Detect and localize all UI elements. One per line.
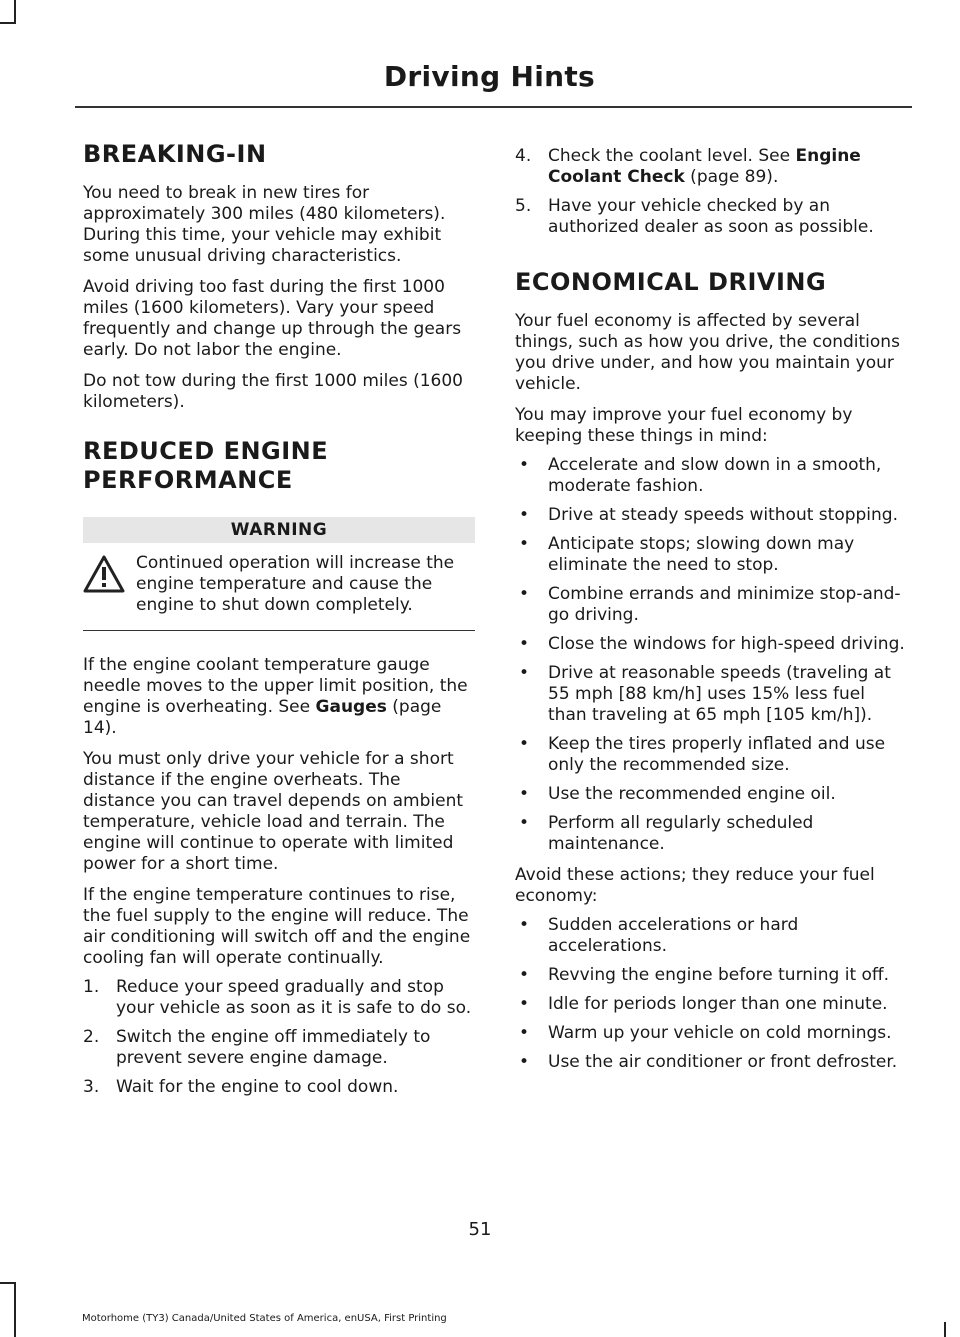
bullet-icon: •: [519, 505, 530, 525]
footer-text: Motorhome (TY3) Canada/United States of America, enUSA, First Printing: [82, 1313, 447, 1324]
bullet-icon: •: [519, 784, 530, 804]
warning-triangle-icon: [83, 555, 125, 593]
overheating-paragraph: If the engine coolant temperature gauge needle moves to the upper limit position, the engine is overheating. See Gauges (page 14).: [83, 655, 468, 738]
bullet-icon: •: [519, 634, 530, 654]
left-column: [83, 140, 475, 1098]
list-item-text: Keep the tires properly inflated and use only the recommended size.: [548, 734, 886, 775]
step-item: 1. Reduce your speed gradually and stop your vehicle as soon as it is safe to do so.: [83, 977, 472, 1018]
breaking-in-paragraph-1: You need to break in new tires for approximately 300 miles (480 kilometers). During this time, your vehicle may exhibit some unusual driving characteristics.: [83, 183, 446, 266]
heading-economical-driving: ECONOMICAL DRIVING: [515, 268, 827, 296]
crop-mark-bottom-left-h: [0, 1282, 16, 1284]
step-item: 2. Switch the engine off immediately to prevent severe engine damage.: [83, 1027, 431, 1068]
list-item-text: Combine errands and minimize stop-and-go driving.: [548, 584, 901, 625]
list-item-text: Warm up your vehicle on cold mornings.: [548, 1023, 892, 1043]
list-item: [515, 915, 907, 957]
list-item: [515, 455, 907, 497]
breaking-in-paragraph-3: Do not tow during the first 1000 miles (1600 kilometers).: [83, 371, 463, 412]
bullet-icon: •: [519, 663, 530, 683]
bullet-icon: •: [519, 534, 530, 554]
bullet-icon: •: [519, 1052, 530, 1072]
economy-paragraph-2: You may improve your fuel economy by keeping these things in mind:: [515, 405, 853, 446]
bullet-icon: •: [519, 813, 530, 833]
right-column: [515, 142, 907, 1073]
list-item-text: Anticipate stops; slowing down may eliminate the need to stop.: [548, 534, 855, 575]
bullet-icon: •: [519, 1023, 530, 1043]
list-item-text: Drive at steady speeds without stopping.: [548, 505, 898, 525]
bullet-icon: •: [519, 734, 530, 754]
step-item: 4. Check the coolant level. See Engine Coolant Check (page 89).: [515, 146, 861, 187]
crop-mark-bottom-left: [14, 1282, 16, 1337]
list-item: [515, 584, 907, 626]
crop-mark-top-left: [14, 0, 16, 22]
bullet-icon: •: [519, 965, 530, 985]
warning-box: [83, 543, 475, 631]
engine-coolant-check-link[interactable]: Engine Coolant Check: [548, 146, 861, 187]
list-item: [515, 1052, 907, 1073]
avoid-actions-paragraph: Avoid these actions; they reduce your fuel economy:: [515, 865, 875, 906]
page-number: 51: [468, 1219, 492, 1240]
list-item-text: Use the recommended engine oil.: [548, 784, 836, 804]
warning-text: Continued operation will increase the engine temperature and cause the engine to shut down completely.: [136, 553, 455, 615]
list-item: [515, 734, 907, 776]
list-item: [515, 663, 907, 726]
list-item-text: Sudden accelerations or hard accelerations.: [548, 915, 799, 956]
heading-breaking-in: BREAKING-IN: [83, 140, 267, 168]
bullet-icon: •: [519, 915, 530, 935]
breaking-in-paragraph-2: Avoid driving too fast during the first 1000 miles (1600 kilometers). Vary your speed frequently and change up through the gears early. Do not labor the engine.: [83, 277, 462, 360]
overheat-drive-paragraph: You must only drive your vehicle for a short distance if the engine overheats. The distance you can travel depends on ambient temperature, vehicle load and terrain. The engine will continue to operate with limited power for a short time.: [83, 749, 464, 874]
list-item-text: Idle for periods longer than one minute.: [548, 994, 888, 1014]
list-item-text: Perform all regularly scheduled maintenance.: [548, 813, 814, 854]
economy-paragraph-1: Your fuel economy is affected by several things, such as how you drive, the conditions you drive under, and how you maintain your vehicle.: [515, 311, 900, 394]
list-item-text: Revving the engine before turning it off.: [548, 965, 890, 985]
improve-economy-list: [515, 455, 907, 855]
list-item: [515, 505, 907, 526]
crop-mark-bottom-right: [944, 1322, 946, 1337]
list-item-text: Drive at reasonable speeds (traveling at 55 mph [88 km/h] uses 15% less fuel than traveling at 65 mph [105 km/h]).: [548, 663, 891, 725]
step-item: 5. Have your vehicle checked by an authorized dealer as soon as possible.: [515, 196, 874, 237]
bullet-icon: •: [519, 455, 530, 475]
avoid-actions-list: [515, 915, 907, 1073]
heading-reduced-engine: REDUCED ENGINE: [83, 437, 329, 465]
list-item: [515, 965, 907, 986]
gauges-link[interactable]: Gauges: [315, 697, 387, 717]
crop-mark-top-left-h: [0, 22, 16, 24]
list-item: [515, 1023, 907, 1044]
list-item: [515, 634, 907, 655]
bullet-icon: •: [519, 584, 530, 604]
heading-performance: PERFORMANCE: [83, 466, 293, 494]
list-item-text: Use the air conditioner or front defroster.: [548, 1052, 898, 1072]
list-item: [515, 784, 907, 805]
header-divider: [75, 106, 912, 108]
list-item-text: Accelerate and slow down in a smooth, moderate fashion.: [548, 455, 882, 496]
list-item: [515, 994, 907, 1015]
list-item: [515, 813, 907, 855]
warning-header: WARNING: [83, 517, 475, 543]
step-item: 3. Wait for the engine to cool down.: [83, 1077, 399, 1097]
temperature-rise-paragraph: If the engine temperature continues to rise, the fuel supply to the engine will reduce. The air conditioning will switch off and the engine cooling fan will operate continually.: [83, 885, 471, 968]
list-item: [515, 534, 907, 576]
section-title: Driving Hints: [383, 60, 595, 93]
bullet-icon: •: [519, 994, 530, 1014]
list-item-text: Close the windows for high-speed driving.: [548, 634, 905, 654]
